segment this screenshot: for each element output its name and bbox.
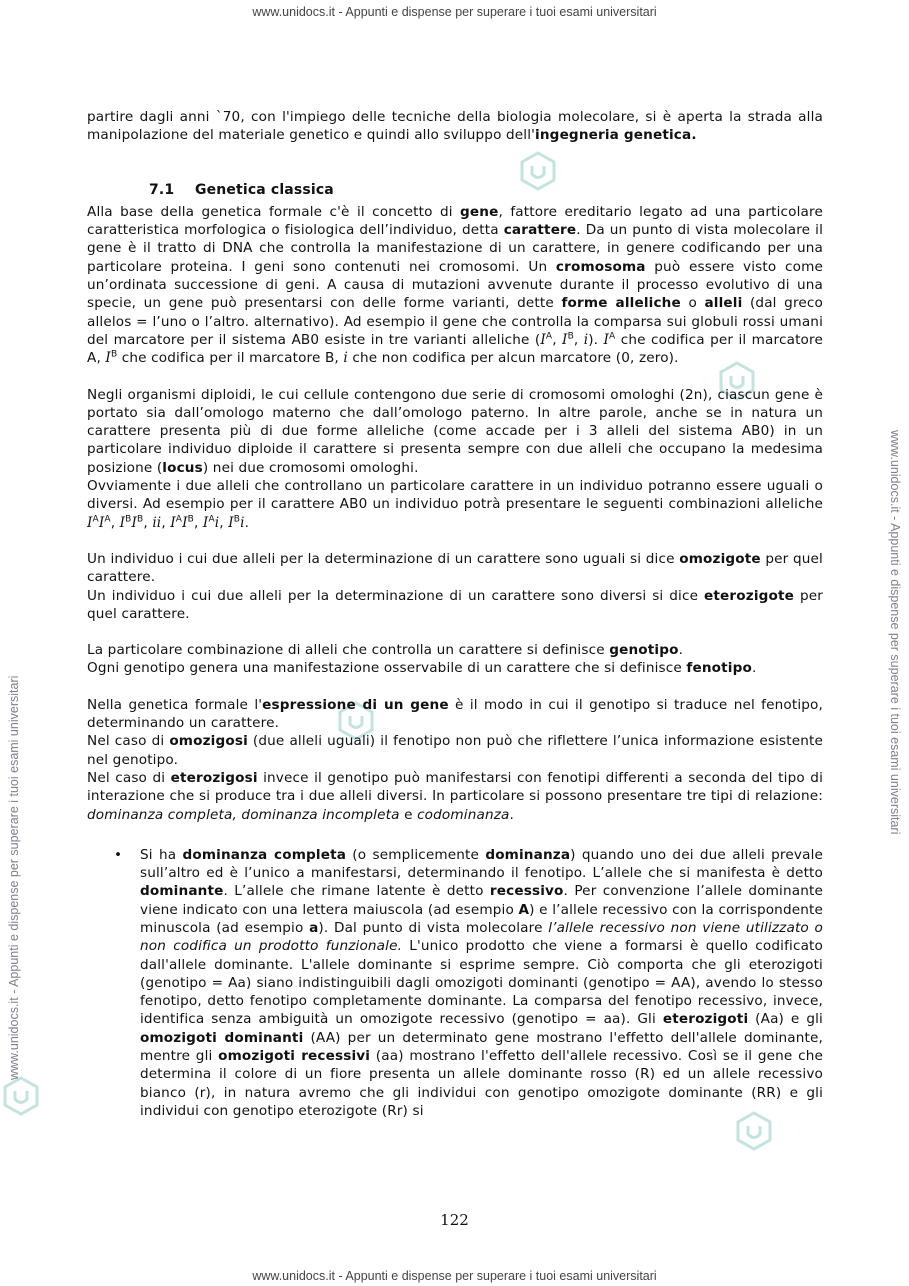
paragraph-eterozigosi: Nel caso di eterozigosi invece il genotipo può manifestarsi con fenotipi differenti a seconda del tipo di interazione che si produce tra i due alleli diversi. In particolare si possono presentare tre tipi di relazione: dominanza completa, dominanza incompleta e codominanza. [87,769,823,823]
document-body [87,108,823,1120]
unidocs-logo-icon [0,1075,42,1117]
paragraph-eterozigote: Un individuo i cui due alleli per la determinazione di un carattere sono diversi si dice eterozigote per quel carattere. [87,587,823,622]
bullet-paragraph-dominanza: Si ha dominanza completa (o semplicemente dominanza) quando uno dei due alleli prevale sull’altro ed è l’unico a manifestarsi, determinando il fenotipo. L’allele che si manifesta è detto dominante. L’allele che rimane latente è detto recessivo. Per convenzione l’allele dominante viene indicato con una lettera maiuscola (ad esempio A) e l’allele recessivo con la corrispondente minuscola (ad esempio a). Dal punto di vista molecolare l’allele recessivo non viene utilizzato o non codifica un prodotto funzionale. L'unico prodotto che viene a formarsi è quello codificato dall'allele dominante. L'allele dominante si esprime sempre. Ciò comporta che gli eterozigoti (genotipo = Aa) siano indistinguibili dagli omozigoti dominanti (genotipo = AA), avendo lo stesso fenotipo, detto fenotipo completamente dominante. La comparsa del fenotipo recessivo, invece, identifica senza ambiguità un omozigote recessivo (genotipo = aa). Gli eterozigoti (Aa) e gli omozigoti dominanti (AA) per un determinato gene mostrano l'effetto dell'allele dominante, mentre gli omozigoti recessivi (aa) mostrano l'effetto dell'allele recessivo. Così se il gene che determina il colore di un fiore presenta un allele dominante rosso (R) ed un allele recessivo bianco (r), in natura avremo che gli individui con genotipo omozigote dominante (RR) e gli individui con genotipo eterozigote (Rr) si [140,846,824,1119]
paragraph-genotipo: La particolare combinazione di alleli che controlla un carattere si definisce genotipo. [87,642,684,659]
paragraph-gene: Alla base della genetica formale c'è il concetto di gene, fattore ereditario legato ad una particolare caratteristica morfologica o fisiologica dell’individuo, detta carattere. Da un punto di vista molecolare il gene è il tratto di DNA che controlla la manifestazione di un carattere, in genere codificando per una particolare proteina. I geni sono contenuti nei cromosomi. Un cromosoma può essere visto come un’ordinata successione di geni. A causa di mutazioni avvenute durante il processo evolutivo di una specie, un gene può presentarsi con delle forme varianti, dette forme alleliche o alleli (dal greco allelos = l’uno o l’altro. alternativo). Ad esempio il gene che controlla la comparsa sui globuli rossi umani del marcatore per il sistema AB0 esiste in tre varianti alleliche ($I^A$, $I^B$, i). $I^A$ che codifica per il marcatore A, $I^B$ che codifica per il marcatore B, i che non codifica per alcun marcatore (0, zero). [87,203,823,367]
paragraph-fenotipo: Ogni genotipo genera una manifestazione osservabile di un carattere che si definisce fenotipo. [87,660,757,677]
list-item [87,846,823,1120]
paragraph-omozigote: Un individuo i cui due alleli per la determinazione di un carattere sono uguali si dice omozigote per quel carattere. [87,550,823,586]
paragraph-diploidi: Negli organismi diploidi, le cui cellule contengono due serie di cromosomi omologhi (2n), ciascun gene è portato sia dall’omologo materno che dall’omologo paterno. In altre parole, anche se in natura un carattere presenta più di due forme alleliche (come accade per i 3 alleli del sistema AB0) in un particolare individuo diploide il carattere si presenta sempre con due alleli che occupano la medesima posizione (locus) nei due cromosomi omologhi. [87,386,823,476]
header-banner[interactable]: www.unidocs.it - Appunti e dispense per superare i tuoi esami universitari [252,5,657,19]
section-number: 7.1 [149,181,175,198]
paragraph-espressione: Nella genetica formale l'espressione di un gene è il modo in cui il genotipo si traduce nel fenotipo, determinando un carattere. [87,696,823,732]
section-title: Genetica classica [195,181,334,198]
paragraph-omozigosi: Nel caso di omozigosi (due alleli uguali) il fenotipo non può che riflettere l’unica informazione esistente nel genotipo. [87,733,823,768]
section-heading [149,181,823,199]
intro-paragraph: partire dagli anni `70, con l'impiego delle tecniche della biologia molecolare, si è aperta la strada alla manipolazione del materiale genetico e quindi allo sviluppo dell'ingegneria genetica. [87,109,823,144]
footer-banner[interactable]: www.unidocs.it - Appunti e dispense per superare i tuoi esami universitari [252,1269,657,1283]
side-banner-right: www.unidocs.it - Appunti e dispense per superare i tuoi esami universitari [888,430,902,835]
side-banner-left: www.unidocs.it - Appunti e dispense per superare i tuoi esami universitari [7,675,21,1080]
page-number: 122 [440,1211,469,1229]
bullet-icon: • [114,846,123,863]
paragraph-combinazioni: Ovviamente i due alleli che controllano un particolare carattere in un individuo potranno essere uguali o diversi. Ad esempio per il carattere AB0 un individuo potrà presentare le seguenti combinazioni alleliche $I^AI^A$, $I^BI^B$, ii, $I^AI^B$, $I^Ai$, $I^Bi$. [87,478,823,531]
